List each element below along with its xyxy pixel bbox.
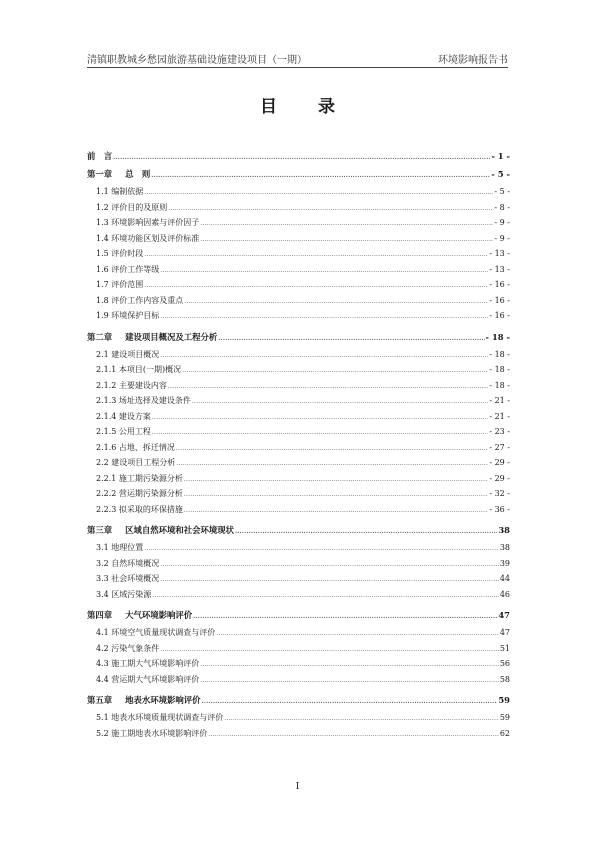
toc-leader-dots <box>193 613 497 620</box>
toc-chapter-number: 第二章 <box>87 331 113 342</box>
toc-chapter-label <box>87 150 113 162</box>
toc-section-entry[interactable] <box>87 411 510 427</box>
toc-chapter-label <box>87 524 235 536</box>
toc-section-entry[interactable] <box>87 728 510 744</box>
toc-section-label: 2.1.3 场址选择及建设条件 <box>96 396 191 405</box>
toc-section-label: 1.3 环境影响因素与评价因子 <box>96 218 200 227</box>
toc-section-label: 2.2.3 拟采取的环保措施 <box>96 504 183 514</box>
toc-chapter-number: 前 言 <box>87 151 113 161</box>
toc-leader-dots <box>152 414 488 421</box>
toc-section-label: 1.1 编制依据 <box>96 187 144 196</box>
toc-section-label: 1.5 评价时段 <box>96 249 144 258</box>
toc-leader-dots <box>218 335 484 342</box>
toc-chapter-number: 第四章 <box>87 610 113 620</box>
toc-chapter-label <box>87 694 202 706</box>
toc-page-number: 59 <box>498 695 510 705</box>
toc-section-entry[interactable] <box>87 279 510 295</box>
page-number: I <box>295 782 300 792</box>
toc-section-label: 2.1.6 占地、拆迁情况 <box>96 442 175 452</box>
toc-leader-dots <box>144 189 493 196</box>
toc-page-number: - 18 - <box>485 331 510 342</box>
toc-section-entry[interactable] <box>87 395 510 411</box>
toc-section-label: 2.2.1 施工期污染源分析 <box>96 473 183 483</box>
toc-leader-dots <box>144 545 499 552</box>
toc-section-label: 4.3 施工期大气环境影响评价 <box>96 659 200 668</box>
toc-page-number: 58 <box>499 674 510 684</box>
page-title: 目 录 <box>260 97 347 117</box>
toc-section-label: 1.2 评价目的及原则 <box>96 202 168 212</box>
toc-page-number: 56 <box>499 659 510 668</box>
toc-section-label: 1.4 环境功能区划及评价标准 <box>96 233 200 243</box>
toc-page-number: 62 <box>499 728 510 738</box>
toc-leader-dots <box>192 398 488 405</box>
toc-leader-dots <box>184 298 488 305</box>
toc-section-entry[interactable] <box>87 295 510 311</box>
toc-section-label: 2.1 建设项目概况 <box>96 349 160 359</box>
toc-section-label: 3.3 社会环境概况 <box>96 574 160 583</box>
toc-chapter-number: 第一章 <box>87 169 113 179</box>
toc-leader-dots <box>184 507 488 514</box>
toc-leader-dots <box>160 646 499 653</box>
toc-section-entry[interactable] <box>87 488 510 504</box>
toc-chapter-title: 区域自然环境和社会环境现状 <box>125 525 234 535</box>
toc-page-number: - 9 - <box>494 218 510 227</box>
toc-section-label: 2.2 建设项目工程分析 <box>96 458 176 467</box>
toc-leader-dots <box>208 731 499 738</box>
toc-section-label: 2.1.2 主要建设内容 <box>96 380 167 390</box>
toc-section-entry[interactable] <box>87 658 510 674</box>
toc-section-entry[interactable] <box>87 264 510 280</box>
toc-section-entry[interactable] <box>87 364 510 380</box>
toc-section-entry[interactable] <box>87 217 510 233</box>
header-project-title: 清镇职教城乡愁园旅游基础设施建设项目（一期） <box>87 55 307 66</box>
toc-page-number: - 9 - <box>494 233 510 243</box>
toc-leader-dots <box>168 383 488 390</box>
toc-leader-dots <box>151 172 490 179</box>
toc-section-entry[interactable] <box>87 442 510 458</box>
toc-chapter-entry[interactable] <box>87 694 510 707</box>
toc-page-number: 39 <box>499 558 510 568</box>
toc-section-label: 3.1 地理位置 <box>96 543 144 552</box>
toc-section-label: 2.1.4 建设方案 <box>96 411 151 421</box>
toc-section-label: 2.1.1 本项目(一期)概况 <box>96 365 182 374</box>
toc-section-label: 2.2.2 营运期污染源分析 <box>96 489 183 498</box>
toc-section-label: 2.1.5 公用工程 <box>96 427 151 436</box>
toc-leader-dots <box>144 282 488 289</box>
toc-page-number: - 5 - <box>491 169 510 179</box>
toc-section-entry[interactable] <box>87 643 510 659</box>
toc-leader-dots <box>182 367 488 374</box>
toc-section-entry[interactable] <box>87 674 510 690</box>
toc-page-number: - 18 - <box>489 365 510 374</box>
toc-page-number: 47 <box>498 610 510 620</box>
table-of-contents <box>87 145 510 743</box>
toc-leader-dots <box>200 677 499 684</box>
toc-page-number: - 5 - <box>494 187 510 196</box>
toc-section-label: 4.4 营运期大气环境影响评价 <box>96 674 200 684</box>
toc-leader-dots <box>200 220 493 227</box>
toc-section-entry[interactable] <box>87 426 510 442</box>
toc-page-number: - 18 - <box>489 380 510 390</box>
toc-chapter-entry[interactable] <box>87 524 510 537</box>
toc-page-number: 38 <box>498 525 510 535</box>
toc-leader-dots <box>152 429 488 436</box>
toc-section-entry[interactable] <box>87 349 510 365</box>
toc-page-number: 44 <box>499 574 510 583</box>
toc-section-label: 1.6 评价工作等级 <box>96 264 160 274</box>
toc-leader-dots <box>176 445 488 452</box>
toc-section-entry[interactable] <box>87 542 510 558</box>
toc-chapter-entry[interactable] <box>87 609 510 622</box>
toc-section-label: 4.2 污染气象条件 <box>96 643 160 653</box>
toc-leader-dots <box>202 698 498 705</box>
toc-section-label: 3.2 自然环境概况 <box>96 558 160 568</box>
toc-chapter-label <box>87 331 218 343</box>
toc-section-entry[interactable] <box>87 589 510 605</box>
toc-leader-dots <box>200 236 493 243</box>
toc-leader-dots <box>224 715 499 722</box>
toc-section-label: 4.1 环境空气质量现状调查与评价 <box>96 628 216 637</box>
toc-page-number: 51 <box>499 643 510 653</box>
toc-page-number: - 13 - <box>489 249 510 258</box>
toc-page-number: - 21 - <box>489 411 510 421</box>
toc-page-number: - 21 - <box>489 396 510 405</box>
toc-page-number: - 29 - <box>489 458 510 467</box>
toc-leader-dots <box>144 251 488 258</box>
toc-leader-dots <box>152 592 499 599</box>
toc-page-number: 59 <box>499 713 510 722</box>
toc-leader-dots <box>160 576 499 583</box>
toc-chapter-title: 大气环境影响评价 <box>125 610 193 620</box>
toc-section-entry[interactable] <box>87 504 510 520</box>
toc-page-number: - 32 - <box>489 489 510 498</box>
toc-section-entry[interactable] <box>87 186 510 202</box>
toc-leader-dots <box>235 528 497 535</box>
toc-page-number: - 16 - <box>489 295 510 305</box>
toc-page-number: - 8 - <box>494 202 510 212</box>
toc-section-entry[interactable] <box>87 627 510 643</box>
toc-section-label: 5.1 地表水环境质量现状调查与评价 <box>96 713 224 722</box>
toc-chapter-number: 第三章 <box>87 525 113 535</box>
toc-leader-dots <box>184 476 488 483</box>
toc-page-number: - 16 - <box>489 311 510 320</box>
toc-section-entry[interactable] <box>87 248 510 264</box>
toc-leader-dots <box>176 460 488 467</box>
toc-page-number: - 16 - <box>489 280 510 289</box>
toc-section-entry[interactable] <box>87 712 510 728</box>
toc-leader-dots <box>160 267 488 274</box>
toc-leader-dots <box>160 352 488 359</box>
toc-page-number: - 18 - <box>489 349 510 359</box>
toc-leader-dots <box>113 154 490 161</box>
toc-page-number: - 23 - <box>489 427 510 436</box>
toc-section-label: 1.7 评价范围 <box>96 280 144 289</box>
toc-section-label: 5.2 施工期地表水环境影响评价 <box>96 728 208 738</box>
toc-section-label: 1.9 环境保护目标 <box>96 311 160 320</box>
toc-chapter-entry[interactable] <box>87 331 510 344</box>
toc-chapter-entry[interactable] <box>87 150 510 163</box>
toc-page-number: 47 <box>499 628 510 637</box>
toc-section-entry[interactable] <box>87 233 510 249</box>
toc-page-number: 46 <box>499 589 510 599</box>
header-divider <box>87 67 508 68</box>
toc-chapter-number: 第五章 <box>87 695 113 705</box>
toc-leader-dots <box>168 205 493 212</box>
toc-leader-dots <box>216 630 499 637</box>
toc-section-entry[interactable] <box>87 457 510 473</box>
toc-section-label: 3.4 区域污染源 <box>96 589 152 599</box>
toc-section-entry[interactable] <box>87 573 510 589</box>
toc-section-entry[interactable] <box>87 558 510 574</box>
toc-section-entry[interactable] <box>87 380 510 396</box>
toc-chapter-label <box>87 609 193 621</box>
toc-section-entry[interactable] <box>87 202 510 218</box>
toc-chapter-label <box>87 168 151 180</box>
header-document-type: 环境影响报告书 <box>438 55 508 66</box>
toc-page-number: 38 <box>499 543 510 552</box>
toc-page-number: - 29 - <box>489 473 510 483</box>
toc-chapter-title: 地表水环境影响评价 <box>125 695 201 705</box>
toc-leader-dots <box>160 313 488 320</box>
toc-section-entry[interactable] <box>87 310 510 326</box>
toc-section-entry[interactable] <box>87 473 510 489</box>
toc-page-number: - 36 - <box>489 504 510 514</box>
toc-leader-dots <box>184 491 488 498</box>
toc-leader-dots <box>200 661 499 668</box>
toc-page-number: - 27 - <box>489 442 510 452</box>
toc-chapter-title: 总 则 <box>125 169 151 179</box>
toc-chapter-entry[interactable] <box>87 168 510 181</box>
toc-chapter-title: 建设项目概况及工程分析 <box>125 331 218 342</box>
toc-section-label: 1.8 评价工作内容及重点 <box>96 295 184 305</box>
toc-leader-dots <box>160 561 499 568</box>
page-header <box>87 50 508 66</box>
toc-page-number: - 1 - <box>491 151 510 161</box>
toc-page-number: - 13 - <box>489 264 510 274</box>
